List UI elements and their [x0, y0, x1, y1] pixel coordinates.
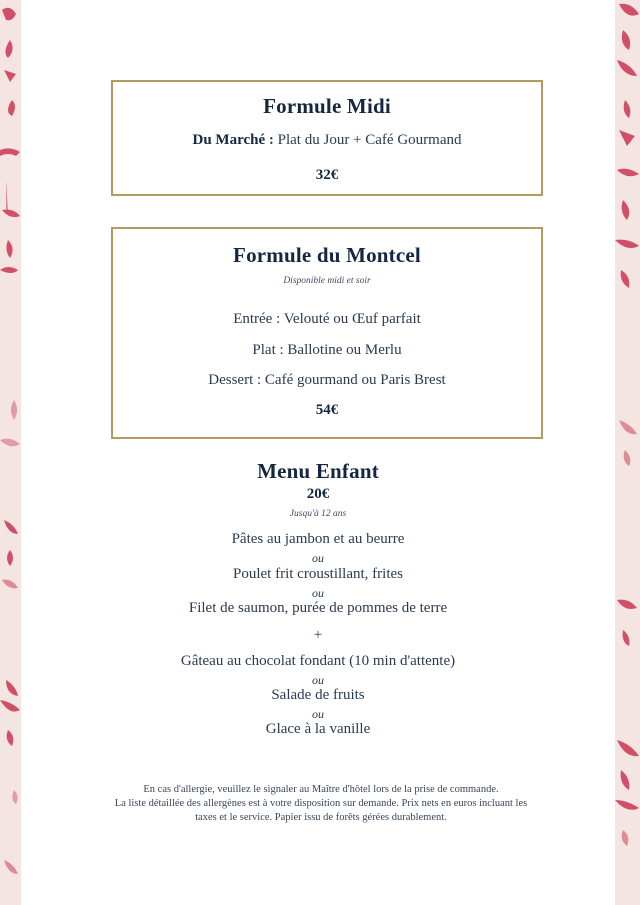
formule-montcel-card	[111, 227, 543, 439]
formule-midi-separator: :	[265, 132, 278, 148]
menu-page	[21, 0, 615, 905]
menu-enfant-or-3: ou	[312, 673, 324, 687]
menu-enfant-main-1: Pâtes au jambon et au beurre	[231, 531, 405, 547]
footer-line-1: En cas d'allergie, veuillez le signaler au Maître d'hôtel lors de la prise de commande.	[143, 784, 499, 795]
formule-montcel-course-plat: Plat : Ballotine ou Merlu	[252, 342, 402, 358]
formule-montcel-title: Formule du Montcel	[233, 243, 421, 267]
menu-enfant-main-2: Poulet frit croustillant, frites	[233, 566, 403, 582]
menu-enfant-dessert-3: Glace à la vanille	[265, 721, 371, 737]
allergy-footer	[81, 783, 561, 825]
menu-enfant-or-1: ou	[312, 551, 324, 565]
toile-pattern-icon	[615, 0, 640, 905]
formule-montcel-course-dessert: Dessert : Café gourmand ou Paris Brest	[208, 372, 446, 388]
menu-enfant-plus: +	[313, 627, 323, 643]
menu-enfant-price: 20€	[306, 486, 330, 502]
formule-montcel-price: 54€	[315, 402, 339, 418]
menu-enfant-or-4: ou	[312, 707, 324, 721]
menu-enfant-main-3: Filet de saumon, purée de pommes de terre	[188, 600, 448, 616]
menu-enfant-title: Menu Enfant	[257, 459, 379, 483]
formule-midi-card	[111, 80, 543, 196]
formule-midi-price: 32€	[315, 167, 339, 183]
menu-enfant-dessert-1: Gâteau au chocolat fondant (10 min d'attente)	[180, 653, 456, 669]
formule-midi-description: Plat du Jour + Café Gourmand	[277, 132, 462, 148]
toile-border-left	[0, 0, 21, 905]
formule-midi-title: Formule Midi	[263, 94, 391, 118]
toile-pattern-icon	[0, 0, 21, 905]
menu-enfant-age-note: Jusqu'à 12 ans	[289, 509, 347, 519]
formule-montcel-availability: Disponible midi et soir	[283, 276, 371, 286]
formule-midi-label: Du Marché	[192, 132, 266, 148]
footer-line-2: La liste détaillée des allergènes est à votre disposition sur demande. Prix nets en euros incluant les	[114, 798, 528, 809]
formule-montcel-course-entree: Entrée : Velouté ou Œuf parfait	[233, 311, 421, 327]
formule-midi-description-line	[113, 132, 541, 149]
toile-border-right	[615, 0, 640, 905]
menu-enfant-dessert-2: Salade de fruits	[271, 687, 365, 703]
menu-enfant-or-2: ou	[312, 586, 324, 600]
footer-line-3: taxes et le service. Papier issu de forêts gérées durablement.	[195, 812, 447, 823]
